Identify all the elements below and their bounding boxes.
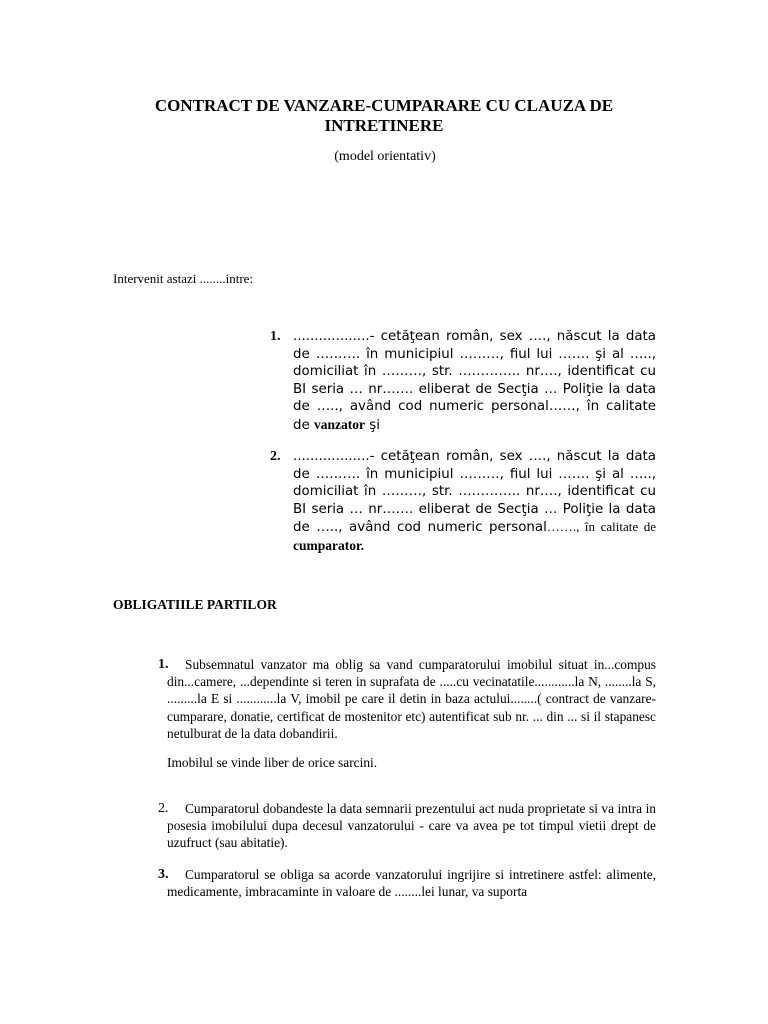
party-text: ..................- cetăţean român, sex …., născut la data de ………. în municipiul ………, fiul lui ……. şi al ….., domiciliat în ………, str. ………….. nr…., identificat cu BI seria … nr……. eliberat de Secţia … Poliţie la data de ….., având cod numeric personal……, în calitate de [293,329,656,433]
party-number: 1. [270,329,281,344]
obligation-text: Subsemnatul vanzator ma oblig sa vand cumparatorului imobilul situat in...compus din...camere, ...dependinte si teren in suprafata de .....cu vecinatatile............la N, ........la S, .........la E si ............la V, imobil pe care il detin in baza actului........( contract de vanzare-cumparare, donatie, certificat de mostenitor etc) autentificat sub nr. ... din ... si il stapanesc netulburat de la data dobandirii. [167,657,656,741]
document-title: CONTRACT DE VANZARE-CUMPARARE CU CLAUZA DE INTRETINERE [154,96,614,135]
obligation-3 [158,866,656,900]
party-text: ..................- cetăţean român, sex …., născut la data de ………. în municipiul ………, fiul lui ……. şi al ….., domiciliat în ………, str. ………….. nr…., identificat cu BI seria … nr……. eliberat de Secţia … Poliţie la data de ….., având cod numeric personal [293,449,656,536]
party-1 [270,328,656,435]
obligation-body [167,800,656,852]
party-text-serif: ……., în calitate de [546,519,656,535]
obligation-text: Cumparatorul se obliga sa acorde vanzatorului ingrijire si intretinere astfel: alimente, medicamente, imbracaminte in valoare de ........lei lunar, va suporta [167,867,656,900]
obligation-number: 1. [158,657,169,672]
party-tail: şi [369,417,380,433]
obligation-2 [158,800,656,852]
obligation-number: 2. [158,801,169,816]
obligation-body [167,656,656,771]
section-title: OBLIGATIILE PARTILOR [113,597,277,612]
intro-line: Intervenit astazi ........intre: [113,271,254,286]
obligation-number: 3. [158,867,169,882]
obligation-body [167,866,656,900]
obligation-extra: Imobilul se vinde liber de orice sarcini. [167,755,378,771]
party-role: cumparator. [293,537,365,553]
obligation-text: Cumparatorul dobandeste la data semnarii prezentului act nuda proprietate si va intra in posesia imobilului dupa decesul vanzatorului - care va avea pe tot timpul vietii drept de uzufruct (sau abitatie). [167,801,656,851]
party-text-block [293,328,656,435]
document-subtitle: (model orientativ) [334,149,436,164]
obligation-1 [158,656,656,771]
party-text-block [293,448,656,556]
party-number: 2. [270,449,281,464]
party-2 [270,448,656,556]
party-role: vanzator [314,416,366,432]
